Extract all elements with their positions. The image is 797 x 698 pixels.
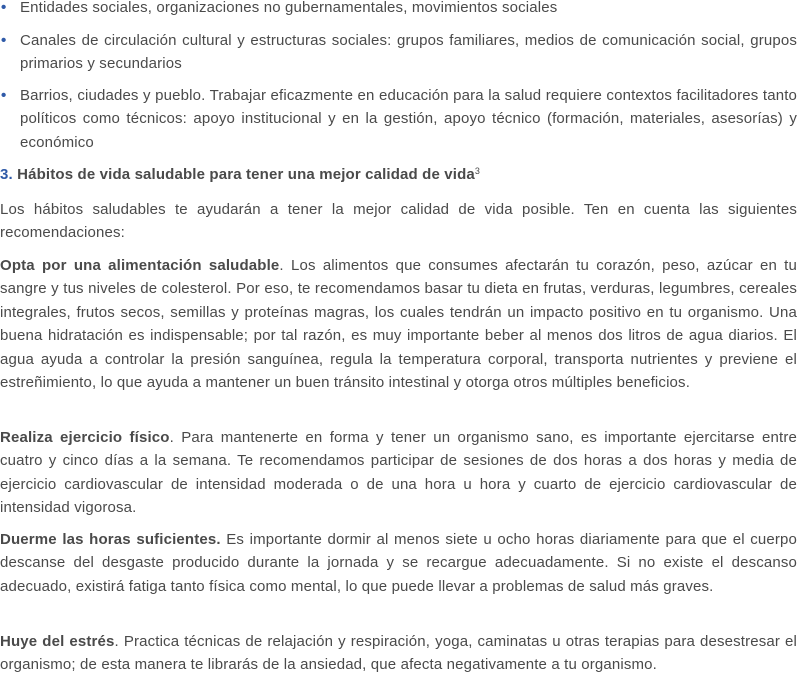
recommendation-lead: Opta por una alimentación saludable xyxy=(0,257,280,274)
recommendation-text: . Practica técnicas de relajación y respiración, yoga, caminatas u otras terapias para desestresar el organismo; de esta manera te librarás de la ansiedad, que afecta negativamente a tu organismo. xyxy=(0,633,797,674)
bullet-icon: • xyxy=(1,0,7,16)
bullet-text: Barrios, ciudades y pueblo. Trabajar eficazmente en educación para la salud requiere contextos facilitadores tanto políticos como técnicos: apoyo institucional y en la gestión, apoyo técnico (formación, materiales, asesorías) y económico xyxy=(20,87,797,151)
recommendation-lead: Huye del estrés xyxy=(0,633,115,650)
bullet-icon: • xyxy=(1,32,7,49)
recommendation-exercise xyxy=(0,426,797,520)
recommendation-sleep xyxy=(0,528,797,598)
bullet-text: Entidades sociales, organizaciones no gubernamentales, movimientos sociales xyxy=(20,0,558,16)
recommendation-lead: Duerme las horas suficientes. xyxy=(0,531,221,548)
footnote-marker: 3 xyxy=(474,166,481,176)
bullet-text: Canales de circulación cultural y estructuras sociales: grupos familiares, medios de comunicación social, grupos primarios y secundarios xyxy=(20,32,797,73)
recommendation-diet xyxy=(0,254,797,394)
recommendation-lead: Realiza ejercicio físico xyxy=(0,429,170,446)
bullet-list-item xyxy=(0,29,797,76)
bullet-list-item xyxy=(0,0,797,19)
recommendation-text: . Los alimentos que consumes afectarán tu corazón, peso, azúcar en tu sangre y tus niveles de colesterol. Por eso, te recomendamos basar tu dieta en frutas, verduras, legumbres, cereales integrales, frutos secos, semillas y proteínas magras, los cuales tendrán un impacto positivo en tu organismo. Una buena hidratación es indispensable; por tal razón, es muy importante beber al menos dos litros de agua diarios. El agua ayuda a controlar la presión sanguínea, regula la temperatura corporal, transporta nutrientes y previene el estreñimiento, lo que ayuda a mantener un buen tránsito intestinal y otorga otros múltiples beneficios. xyxy=(0,257,797,392)
bullet-icon: • xyxy=(1,87,7,104)
section-number: 3. xyxy=(0,166,13,183)
recommendation-text: . Para mantenerte en forma y tener un organismo sano, es importante ejercitarse entre cuatro y cinco días a la semana. Te recomendamos participar de sesiones de dos horas a dos horas y media de ejercicio cardiovascular de intensidad moderada o de una hora u hora y cuarto de ejercicio cardiovascular de intensidad vigorosa. xyxy=(0,429,797,517)
section-title: Hábitos de vida saludable para tener una mejor calidad de vida xyxy=(17,166,475,183)
section-heading xyxy=(0,163,797,186)
intro-paragraph: Los hábitos saludables te ayudarán a tener la mejor calidad de vida posible. Ten en cuenta las siguientes recomendaciones: xyxy=(0,201,797,242)
bullet-list-item xyxy=(0,84,797,154)
recommendation-stress xyxy=(0,630,797,677)
recommendation-text: Es importante dormir al menos siete u ocho horas diariamente para que el cuerpo descanse del desgaste producido durante la jornada y se recargue adecuadamente. Si no existe el descanso adecuado, existirá fatiga tanto física como mental, lo que puede llevar a problemas de salud más graves. xyxy=(0,531,797,595)
